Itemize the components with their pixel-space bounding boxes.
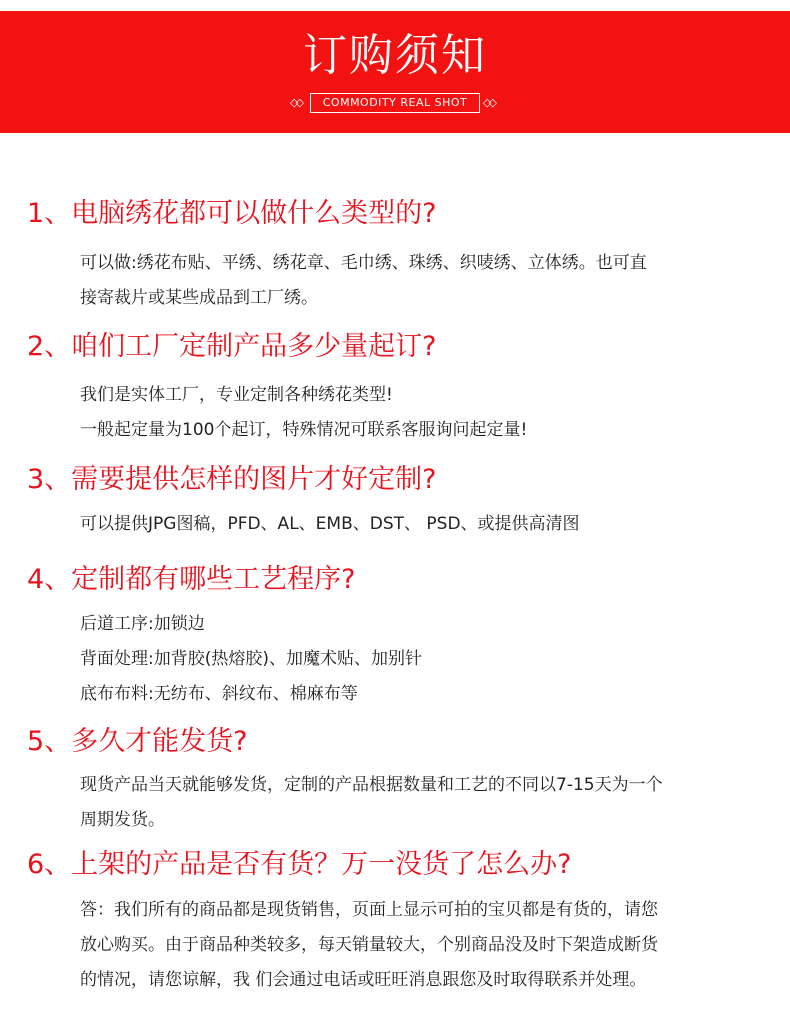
faq-question-1: 1、电脑绣花都可以做什么类型的? bbox=[27, 198, 437, 229]
faq-answer-4 bbox=[80, 607, 770, 712]
diamond-ornament-left-icon: ◇◇ bbox=[290, 96, 301, 109]
answer-line: 底布布料:无纺布、斜纹布、棉麻布等 bbox=[80, 684, 358, 704]
answer-line: 后道工序:加锁边 bbox=[80, 614, 205, 634]
answer-line: 现货产品当天就能够发货，定制的产品根据数量和工艺的不同以7-15天为一个 bbox=[80, 775, 663, 795]
faq-answer-1 bbox=[80, 246, 770, 316]
faq-question-4: 4、定制都有哪些工艺程序? bbox=[27, 564, 356, 595]
faq-answer-5 bbox=[80, 768, 770, 838]
subtitle-badge: COMMODITY REAL SHOT bbox=[310, 93, 480, 113]
answer-line: 周期发货。 bbox=[80, 810, 165, 830]
faq-answer-2 bbox=[80, 378, 770, 448]
answer-line: 可以做:绣花布贴、平绣、绣花章、毛巾绣、珠绣、织唛绣、立体绣。也可直 bbox=[80, 253, 647, 273]
faq-answer-6 bbox=[80, 893, 770, 998]
diamond-ornament-right-icon: ◇◇ bbox=[483, 96, 494, 109]
answer-line: 可以提供JPG图稿，PFD、AL、EMB、DST、 PSD、或提供高清图 bbox=[80, 514, 580, 534]
subtitle-row bbox=[0, 93, 790, 117]
answer-line: 背面处理:加背胶(热熔胶)、加魔术贴、加别针 bbox=[80, 649, 422, 669]
faq-question-5: 5、多久才能发货? bbox=[27, 726, 248, 757]
answer-line: 我们是实体工厂，专业定制各种绣花类型! bbox=[80, 385, 393, 405]
answer-line: 放心购买。由于商品种类较多，每天销量较大，个别商品没及时下架造成断货 bbox=[80, 935, 658, 955]
answer-line: 的情况，请您谅解，我 们会通过电话或旺旺消息跟您及时取得联系并处理。 bbox=[80, 970, 647, 990]
header-banner bbox=[0, 11, 790, 133]
answer-line: 接寄裁片或某些成品到工厂绣。 bbox=[80, 288, 318, 308]
page-title: 订购须知 bbox=[303, 30, 487, 81]
faq-question-3: 3、需要提供怎样的图片才好定制? bbox=[27, 464, 437, 495]
faq-answer-3 bbox=[80, 507, 770, 542]
answer-line: 一般起定量为100个起订，特殊情况可联系客服询问起定量! bbox=[80, 420, 528, 440]
faq-question-2: 2、咱们工厂定制产品多少量起订? bbox=[27, 331, 437, 362]
faq-question-6: 6、上架的产品是否有货？万一没货了怎么办? bbox=[27, 849, 572, 880]
answer-line: 答：我们所有的商品都是现货销售，页面上显示可拍的宝贝都是有货的，请您 bbox=[80, 900, 658, 920]
